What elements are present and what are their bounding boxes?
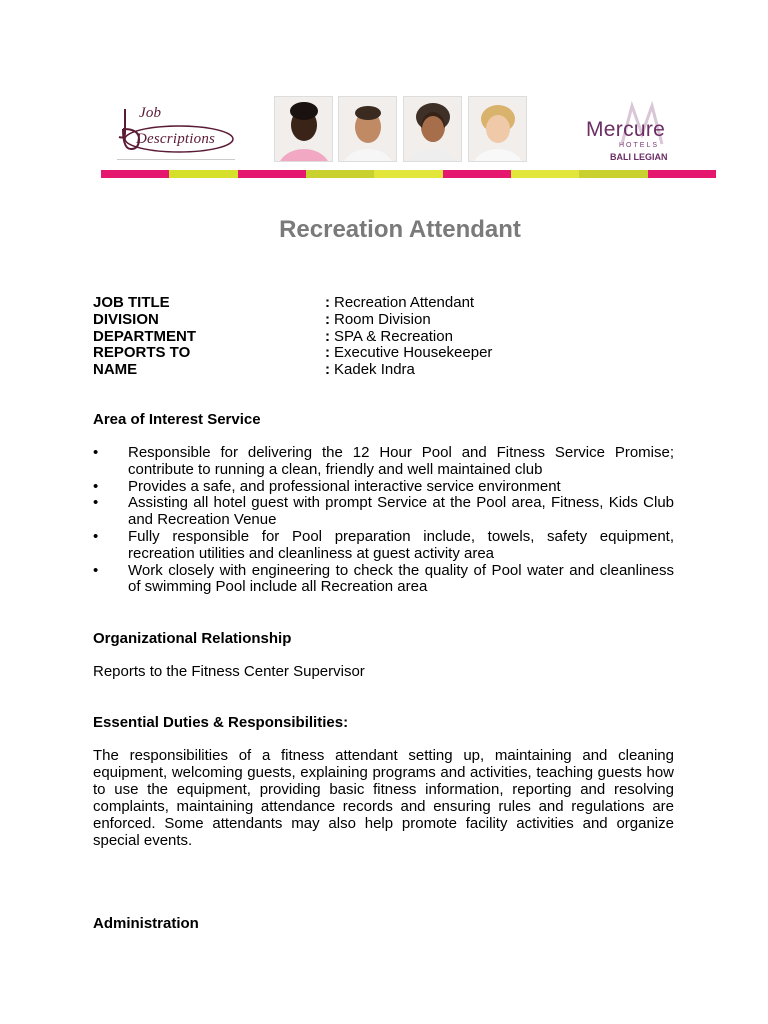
bullet-icon: • bbox=[93, 477, 99, 495]
logo-line2: Descriptions bbox=[136, 131, 216, 147]
info-row bbox=[93, 345, 693, 362]
bullet-text: Assisting all hotel guest with prompt Service at the Pool area, Fitness, Kids Club and Recreation Venue bbox=[128, 494, 674, 529]
info-row bbox=[93, 295, 693, 312]
info-value: Executive Housekeeper bbox=[334, 344, 493, 362]
stripe-segment bbox=[306, 170, 374, 178]
stripe-segment bbox=[101, 170, 169, 178]
list-item bbox=[93, 445, 674, 479]
staff-photo bbox=[403, 96, 462, 162]
admin-heading: Administration bbox=[93, 915, 199, 932]
stripe-segment bbox=[443, 170, 511, 178]
mercure-sub: HOTELS bbox=[619, 142, 660, 149]
info-label: DIVISION bbox=[93, 310, 159, 328]
info-row bbox=[93, 362, 693, 379]
info-colon: : bbox=[325, 327, 330, 345]
stripe-segment bbox=[374, 170, 442, 178]
bullet-icon: • bbox=[93, 561, 99, 579]
info-colon: : bbox=[325, 310, 330, 328]
info-value: Recreation Attendant bbox=[334, 294, 475, 311]
stripe-segment bbox=[579, 170, 647, 178]
stripe-segment bbox=[648, 170, 716, 178]
document-title: Recreation Attendant bbox=[279, 216, 521, 243]
info-colon: : bbox=[325, 361, 330, 379]
info-colon: : bbox=[325, 344, 330, 362]
info-value: SPA & Recreation bbox=[334, 327, 453, 345]
stripe-segment bbox=[238, 170, 306, 178]
color-stripe bbox=[101, 170, 716, 178]
logo-swoosh-icon bbox=[117, 99, 235, 159]
info-label: REPORTS TO bbox=[93, 344, 191, 362]
area-heading: Area of Interest Service bbox=[93, 411, 261, 428]
info-label: DEPARTMENT bbox=[93, 327, 197, 345]
info-value: Kadek Indra bbox=[334, 361, 415, 379]
job-info-table bbox=[93, 295, 693, 379]
mercure-brand: Mercure bbox=[586, 118, 666, 141]
bullet-icon: • bbox=[93, 527, 99, 545]
logo-line1: Job bbox=[139, 105, 162, 121]
staff-photo bbox=[274, 96, 333, 162]
bullet-text: Work closely with engineering to check the quality of Pool water and cleanliness of swimming Pool include all Recreation area bbox=[128, 561, 674, 596]
mercure-location: BALI LEGIAN bbox=[610, 152, 668, 162]
info-row bbox=[93, 312, 693, 329]
info-label: NAME bbox=[93, 361, 138, 379]
bullet-text: Provides a safe, and professional interactive service environment bbox=[128, 477, 561, 495]
info-row bbox=[93, 329, 693, 346]
info-colon: : bbox=[325, 294, 330, 311]
bullet-text: Fully responsible for Pool preparation include, towels, safety equipment, recreation utilities and cleanliness at guest activity area bbox=[128, 527, 674, 562]
list-item bbox=[93, 563, 674, 597]
area-bullet-list bbox=[93, 445, 674, 596]
mercure-logo bbox=[582, 100, 692, 166]
org-text: Reports to the Fitness Center Supervisor bbox=[93, 663, 365, 680]
list-item bbox=[93, 479, 674, 496]
org-heading: Organizational Relationship bbox=[93, 630, 292, 647]
bullet-icon: • bbox=[93, 494, 99, 512]
list-item bbox=[93, 495, 674, 529]
staff-photo bbox=[468, 96, 527, 162]
bullet-icon: • bbox=[93, 444, 99, 461]
staff-photo bbox=[338, 96, 397, 162]
duties-text: The responsibilities of a fitness attendant setting up, maintaining and cleaning equipment, welcoming guests, explaining programs and activities, teaching guests how to use the equipment, providing basic fitness information, reporting and resolving complaints, maintaining attendance records and ensuring rules and regulations are enforced. Some attendants may also help promote facility activities and organize special events. bbox=[93, 747, 674, 849]
list-item bbox=[93, 529, 674, 563]
stripe-segment bbox=[511, 170, 579, 178]
duties-heading: Essential Duties & Responsibilities: bbox=[93, 714, 349, 731]
info-label: JOB TITLE bbox=[93, 294, 170, 311]
info-value: Room Division bbox=[334, 310, 431, 328]
stripe-segment bbox=[169, 170, 237, 178]
staff-photos bbox=[274, 96, 527, 162]
job-descriptions-logo bbox=[117, 99, 235, 160]
bullet-text: Responsible for delivering the 12 Hour Pool and Fitness Service Promise; contribute to running a clean, friendly and well maintained club bbox=[128, 444, 674, 478]
